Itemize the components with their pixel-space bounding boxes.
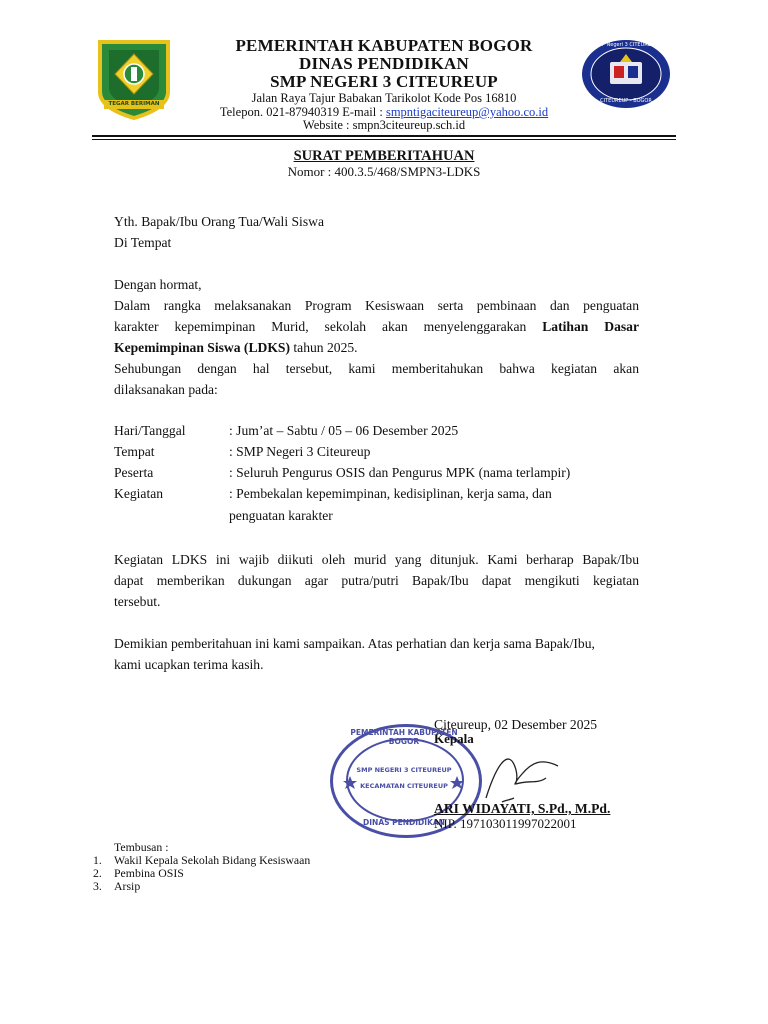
kop-line-2: DINAS PENDIDIKAN <box>299 54 469 73</box>
letter-title: SURAT PEMBERITAHUAN <box>293 148 475 164</box>
email-link[interactable]: smpntigaciteureup@yahoo.co.id <box>385 105 549 119</box>
stamp-bottom-text: DINAS PENDIDIKAN <box>363 818 445 827</box>
header-divider-thick <box>92 135 676 137</box>
kop-line-3: SMP NEGERI 3 CITEUREUP <box>270 72 498 91</box>
cc-item-1: Wakil Kepala Sekolah Bidang Kesiswaan <box>114 853 311 867</box>
right-logo-top-text: SMP Negeri 3 CITEUREUP <box>594 42 658 48</box>
paragraph-4-line-1: Demikian pemberitahuan ini kami sampaikan. Atas perhatian dan kerja sama Bapak/Ibu, <box>114 636 595 651</box>
paragraph-2-line-1: Sehubungan dengan hal tersebut, kami memberitahukan bahwa kegiatan akan <box>114 361 639 376</box>
detail-value-activity: : Pembekalan kepemimpinan, kedisiplinan, kerja sama, dan <box>229 486 552 501</box>
stamp-top-text: PEMERINTAH KABUPATEN BOGOR <box>350 728 458 746</box>
detail-label-participants: Peserta <box>114 465 154 480</box>
detail-label-activity: Kegiatan <box>114 486 164 501</box>
greeting: Dengan hormat, <box>114 277 202 292</box>
detail-value-participants: : Seluruh Pengurus OSIS dan Pengurus MPK (nama terlampir) <box>229 465 571 480</box>
kop-line-1: PEMERINTAH KABUPATEN BOGOR <box>235 36 533 55</box>
paragraph-3-line-1: Kegiatan LDKS ini wajib diikuti oleh murid yang ditunjuk. Kami berharap Bapak/Ibu <box>114 552 639 567</box>
cc-item-2: Pembina OSIS <box>114 866 184 880</box>
kop-address: Jalan Raya Tajur Babakan Tarikolot Kode Pos 16810 <box>251 91 517 105</box>
cc-item-3-number: 3. <box>93 879 102 893</box>
signature-scribble <box>458 740 578 810</box>
cc-heading: Tembusan : <box>114 840 169 854</box>
stamp-center-line-2: KECAMATAN CITEUREUP <box>360 782 448 790</box>
ldks-title-bold-2: Kepemimpinan Siswa (LDKS) <box>114 340 290 355</box>
paragraph-3-line-3: tersebut. <box>114 594 161 609</box>
ldks-title-bold-1: Latihan Dasar <box>542 319 640 334</box>
right-logo-bottom-text: CITEUREUP - BOGOR <box>600 98 652 104</box>
detail-value-date: : Jum’at – Sabtu / 05 – 06 Desember 2025 <box>229 423 459 438</box>
letter-number: Nomor : 400.3.5/468/SMPN3-LDKS <box>287 164 481 179</box>
header-divider-thin <box>92 139 676 140</box>
detail-label-place: Tempat <box>114 444 155 459</box>
paragraph-1-line-3: Kepemimpinan Siswa (LDKS) tahun 2025. <box>114 340 358 355</box>
kop-phone: Telepon. 021-87940319 E-mail : <box>219 105 386 119</box>
detail-value-place: : SMP Negeri 3 Citeureup <box>229 444 371 459</box>
left-logo-motto: TEGAR BERIMAN <box>108 101 160 107</box>
detail-value-activity-continued: penguatan karakter <box>229 508 333 523</box>
cc-item-1-number: 1. <box>93 853 102 867</box>
signature-position: Kepala <box>434 731 474 746</box>
paragraph-1-line-1: Dalam rangka melaksanakan Program Kesiswaan serta pembinaan dan penguatan <box>114 298 639 313</box>
paragraph-2-line-2: dilaksanakan pada: <box>114 382 218 397</box>
signature-name: ARI WIDAYATI, S.Pd., M.Pd. <box>434 801 611 816</box>
cc-item-3: Arsip <box>114 879 141 893</box>
stamp-center-line-1: SMP NEGERI 3 CITEUREUP <box>356 766 452 774</box>
paragraph-1-line-2: karakter kepemimpinan Murid, sekolah akan menyelenggarakan Latihan Dasar <box>114 319 640 334</box>
kop-website: Website : smpn3citeureup.sch.id <box>302 118 466 132</box>
detail-label-date: Hari/Tanggal <box>114 423 186 438</box>
paragraph-4-line-2: kami ucapkan terima kasih. <box>114 657 264 672</box>
paragraph-3-line-2: dapat memberikan dukungan agar putra/putri Bapak/Ibu dapat mengikuti kegiatan <box>114 573 639 588</box>
recipient-line-2: Di Tempat <box>114 235 172 250</box>
signature-nip: NIP. 197103011997022001 <box>434 816 577 831</box>
recipient-line-1: Yth. Bapak/Ibu Orang Tua/Wali Siswa <box>114 214 324 229</box>
signature-place-date: Citeureup, 02 Desember 2025 <box>434 717 598 732</box>
cc-item-2-number: 2. <box>93 866 102 880</box>
